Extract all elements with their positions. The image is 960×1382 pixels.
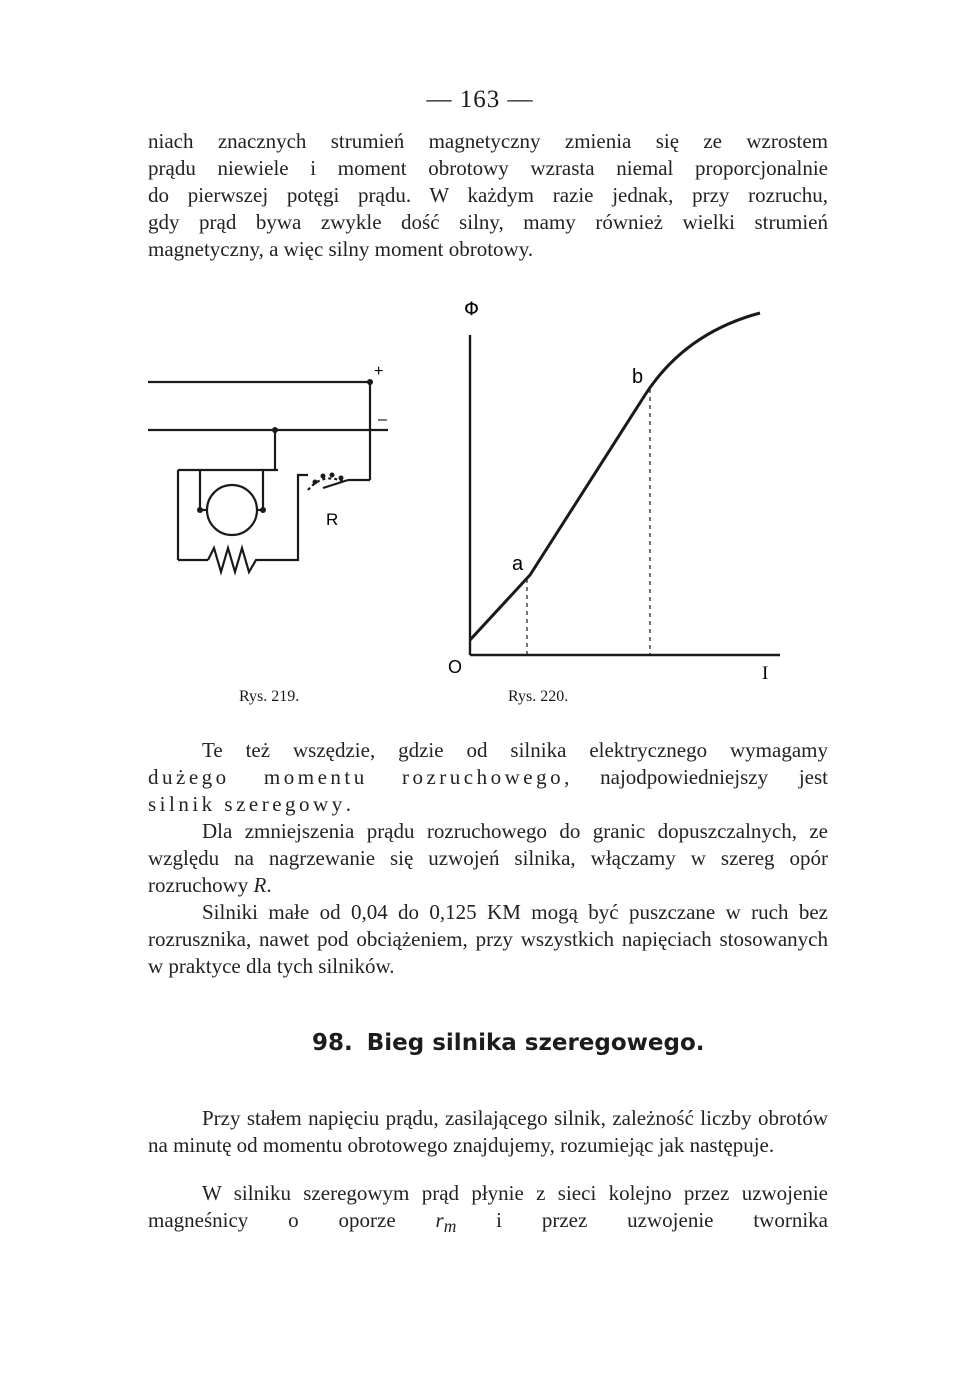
symbol-r: R [253, 873, 267, 897]
paragraph-1-line: gdy prąd bywa zwykle dość silny, mamy również wielki strumień [148, 210, 828, 234]
paragraph-4b-body [148, 1180, 828, 1240]
paragraph-1-line: prądu niewiele i moment obrotowy wzrasta niemal proporcjonalnie [148, 156, 828, 180]
paragraph-4 [148, 1084, 828, 1261]
figure-219-circuit-diagram [148, 360, 408, 610]
paragraph-1-line: magnetyczny, a więc silny moment obrotowy. [148, 237, 534, 261]
symbol-r-m [435, 1208, 457, 1237]
symbol-m-subscript: m [443, 1216, 457, 1237]
paragraph-4-body: Przy stałem napięciu prądu, zasilającego silnik, zależność liczby obrotów na minutę od momentu obrotowego znajdujemy, rozumiejąc jak następuje. [148, 1106, 828, 1157]
resistor-contact [339, 476, 344, 481]
paragraph-2 [148, 737, 828, 818]
circuit-diagram [148, 360, 408, 610]
resistor-contact [330, 473, 335, 478]
brush-dot [197, 507, 203, 513]
minus-label: – [378, 411, 387, 428]
section-number: 98. [312, 1030, 353, 1056]
paragraph-2-line: Te też wszędzie, gdzie od silnika elektrycznego wymagamy [202, 738, 828, 762]
y-axis-label: Φ [464, 298, 479, 320]
paragraph-4b-end: i przez uzwojenie twornika [456, 1208, 828, 1232]
magnetization-curve [470, 313, 760, 640]
junction-dot [272, 427, 278, 433]
resistor-lever [323, 480, 348, 488]
emphasis-starting-torque: dużego momentu rozruchowego [148, 765, 565, 789]
section-heading [312, 1030, 705, 1056]
paragraph-2-line [148, 791, 828, 818]
point-b-label: b [632, 366, 644, 388]
emphasis-series-motor: silnik szeregowy [148, 792, 346, 816]
figure-220-magnetization-curve [440, 285, 800, 695]
paragraph-3 [148, 818, 828, 980]
point-a-label: a [512, 553, 524, 575]
x-axis-label: I [762, 663, 769, 684]
figure-219-caption: Rys. 219. [239, 688, 300, 705]
origin-label: O [448, 657, 463, 677]
page-number: — 163 — [426, 86, 534, 113]
paragraph-1-line: do pierwszej potęgi prądu. W każdym razie jednak, przy rozruchu, [148, 183, 828, 207]
brush-dot [260, 507, 266, 513]
field-winding [208, 475, 308, 572]
junction-dot [367, 379, 373, 385]
paragraph-3-text: Dla zmniejszenia prądu rozruchowego do granic dopuszczalnych, ze względu na nagrzewanie się uzwojeń silnika, włączamy w szereg opór rozruchowy [148, 819, 828, 897]
paragraph-4b-text: W silniku szeregowym prąd płynie z sieci kolejno przez uzwojenie magneśnicy o oporze [148, 1181, 828, 1232]
paragraph-3-end: . [266, 873, 272, 897]
plus-label: + [374, 363, 384, 380]
magnetization-plot [440, 285, 800, 695]
symbol-r: r [435, 1208, 444, 1232]
motor-armature [207, 485, 257, 535]
paragraph-1 [148, 128, 828, 263]
resistor-contact [321, 474, 326, 479]
paragraph-2-end: . [345, 792, 351, 816]
paragraph-1-line: niach znacznych strumień magnetyczny zmienia się ze wzrostem [148, 129, 828, 153]
paragraph-3-body [148, 818, 828, 899]
section-title: Bieg silnika szeregowego. [366, 1030, 705, 1056]
resistor-contact [313, 480, 318, 485]
paragraph-2-line [148, 764, 828, 791]
figure-220-caption: Rys. 220. [508, 688, 569, 705]
resistor-label: R [326, 510, 339, 529]
paragraph-2-text: , najodpowiedniejszy jest [564, 765, 828, 789]
paragraph-3b-body: Silniki małe od 0,04 do 0,125 KM mogą być puszczane w ruch bez rozrusznika, nawet pod obciążeniem, przy wszystkich napięciach stosowanych w praktyce dla tych silników. [148, 900, 828, 978]
